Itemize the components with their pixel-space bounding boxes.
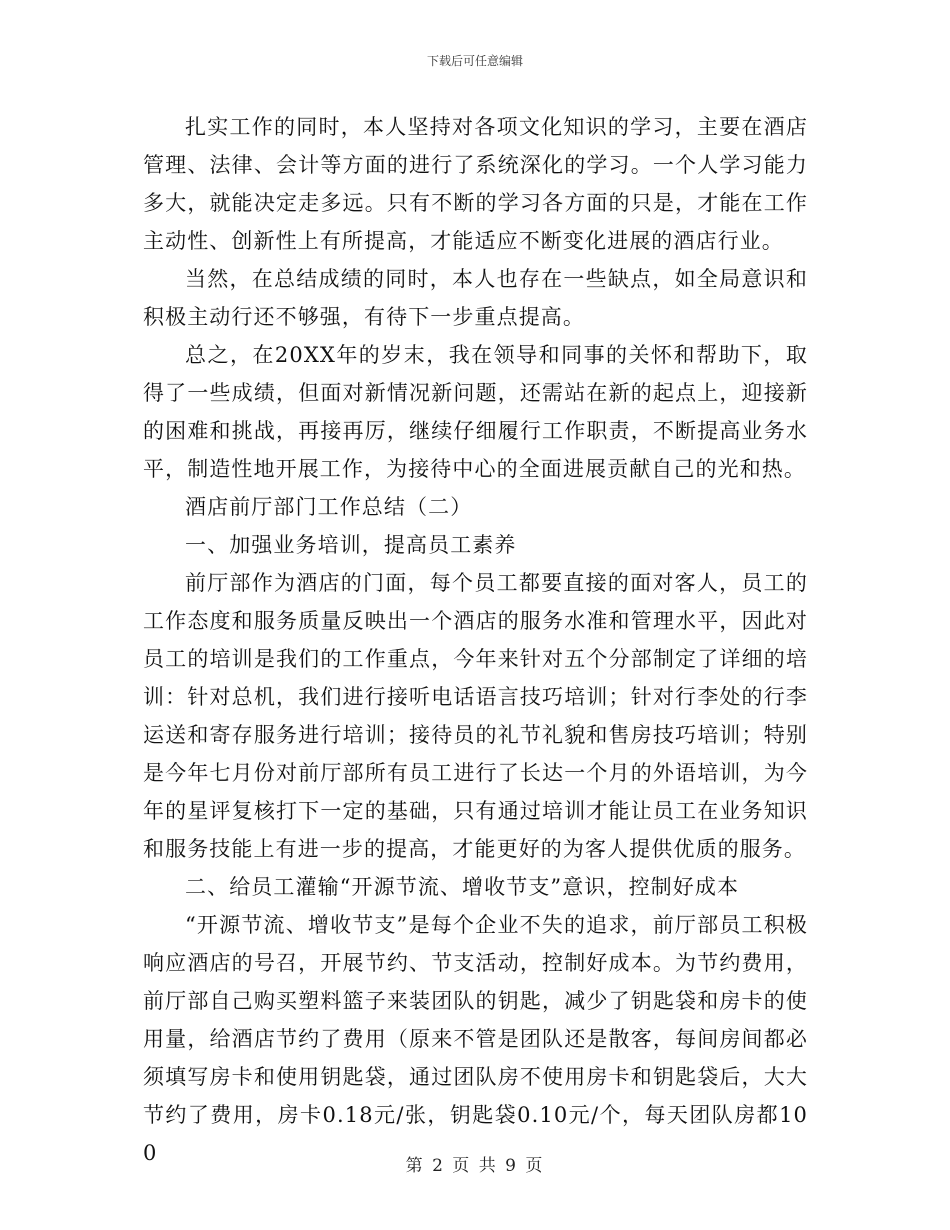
section-heading-training: 一、加强业务培训，提高员工素养 [185, 533, 517, 557]
paragraph-training: 前厅部作为酒店的门面，每个员工都要直接的面对客人，员工的工作态度和服务质量反映出一个酒店的服务水准和管理水平，因此对员工的培训是我们的工作重点，今年来针对五个分部制定了详细的培训：针对总机，我们进行接听电话语言技巧培训；针对行李处的行李运送和寄存服务进行培训；接待员的礼节礼貌和售房技巧培训；特别是今年七月份对前厅部所有员工进行了长达一个月的外语培训，为今年的星评复核打下一定的基础，只有通过培训才能让员工在业务知识和服务技能上有进一步的提高，才能更好的为客人提供优质的服务。 [143, 571, 808, 861]
paragraph-cost: “开源节流、增收节支”是每个企业不失的追求，前厅部员工积极响应酒店的号召，开展节约、节支活动，控制好成本。为节约费用，前厅部自己购买塑料篮子来装团队的钥匙，减少了钥匙袋和房卡的使用量，给酒店节约了费用（原来不管是团队还是散客，每间房间都必须填写房卡和使用钥匙袋，通过团队房不使用房卡和钥匙袋后，大大节约了费用，房卡0.18元/张，钥匙袋0.10元/个，每天团队房都100 [143, 913, 808, 1165]
page-number: 第 2 页 共 9 页 [405, 1156, 545, 1176]
paragraph-shortcomings: 当然，在总结成绩的同时，本人也存在一些缺点，如全局意识和积极主动行还不够强，有待下一步重点提高。 [143, 267, 808, 329]
paragraph-study: 扎实工作的同时，本人坚持对各项文化知识的学习，主要在酒店管理、法律、会计等方面的进行了系统深化的学习。一个人学习能力多大，就能决定走多远。只有不断的学习各方面的只是，才能在工作主动性、创新性上有所提高，才能适应不断变化进展的酒店行业。 [143, 115, 808, 253]
document-body [143, 108, 808, 1172]
section-title: 酒店前厅部门工作总结（二） [185, 495, 473, 519]
paragraph-conclusion: 总之，在20XX年的岁末，我在领导和同事的关怀和帮助下，取得了一些成绩，但面对新情况新问题，还需站在新的起点上，迎接新的困难和挑战，再接再厉，继续仔细履行工作职责，不断提高业务水平，制造性地开展工作，为接待中心的全面进展贡献自己的光和热。 [143, 343, 808, 481]
header-note: 下载后可任意编辑 [426, 54, 523, 68]
section-heading-cost: 二、给员工灌输“开源节流、增收节支”意识，控制好成本 [185, 875, 740, 899]
